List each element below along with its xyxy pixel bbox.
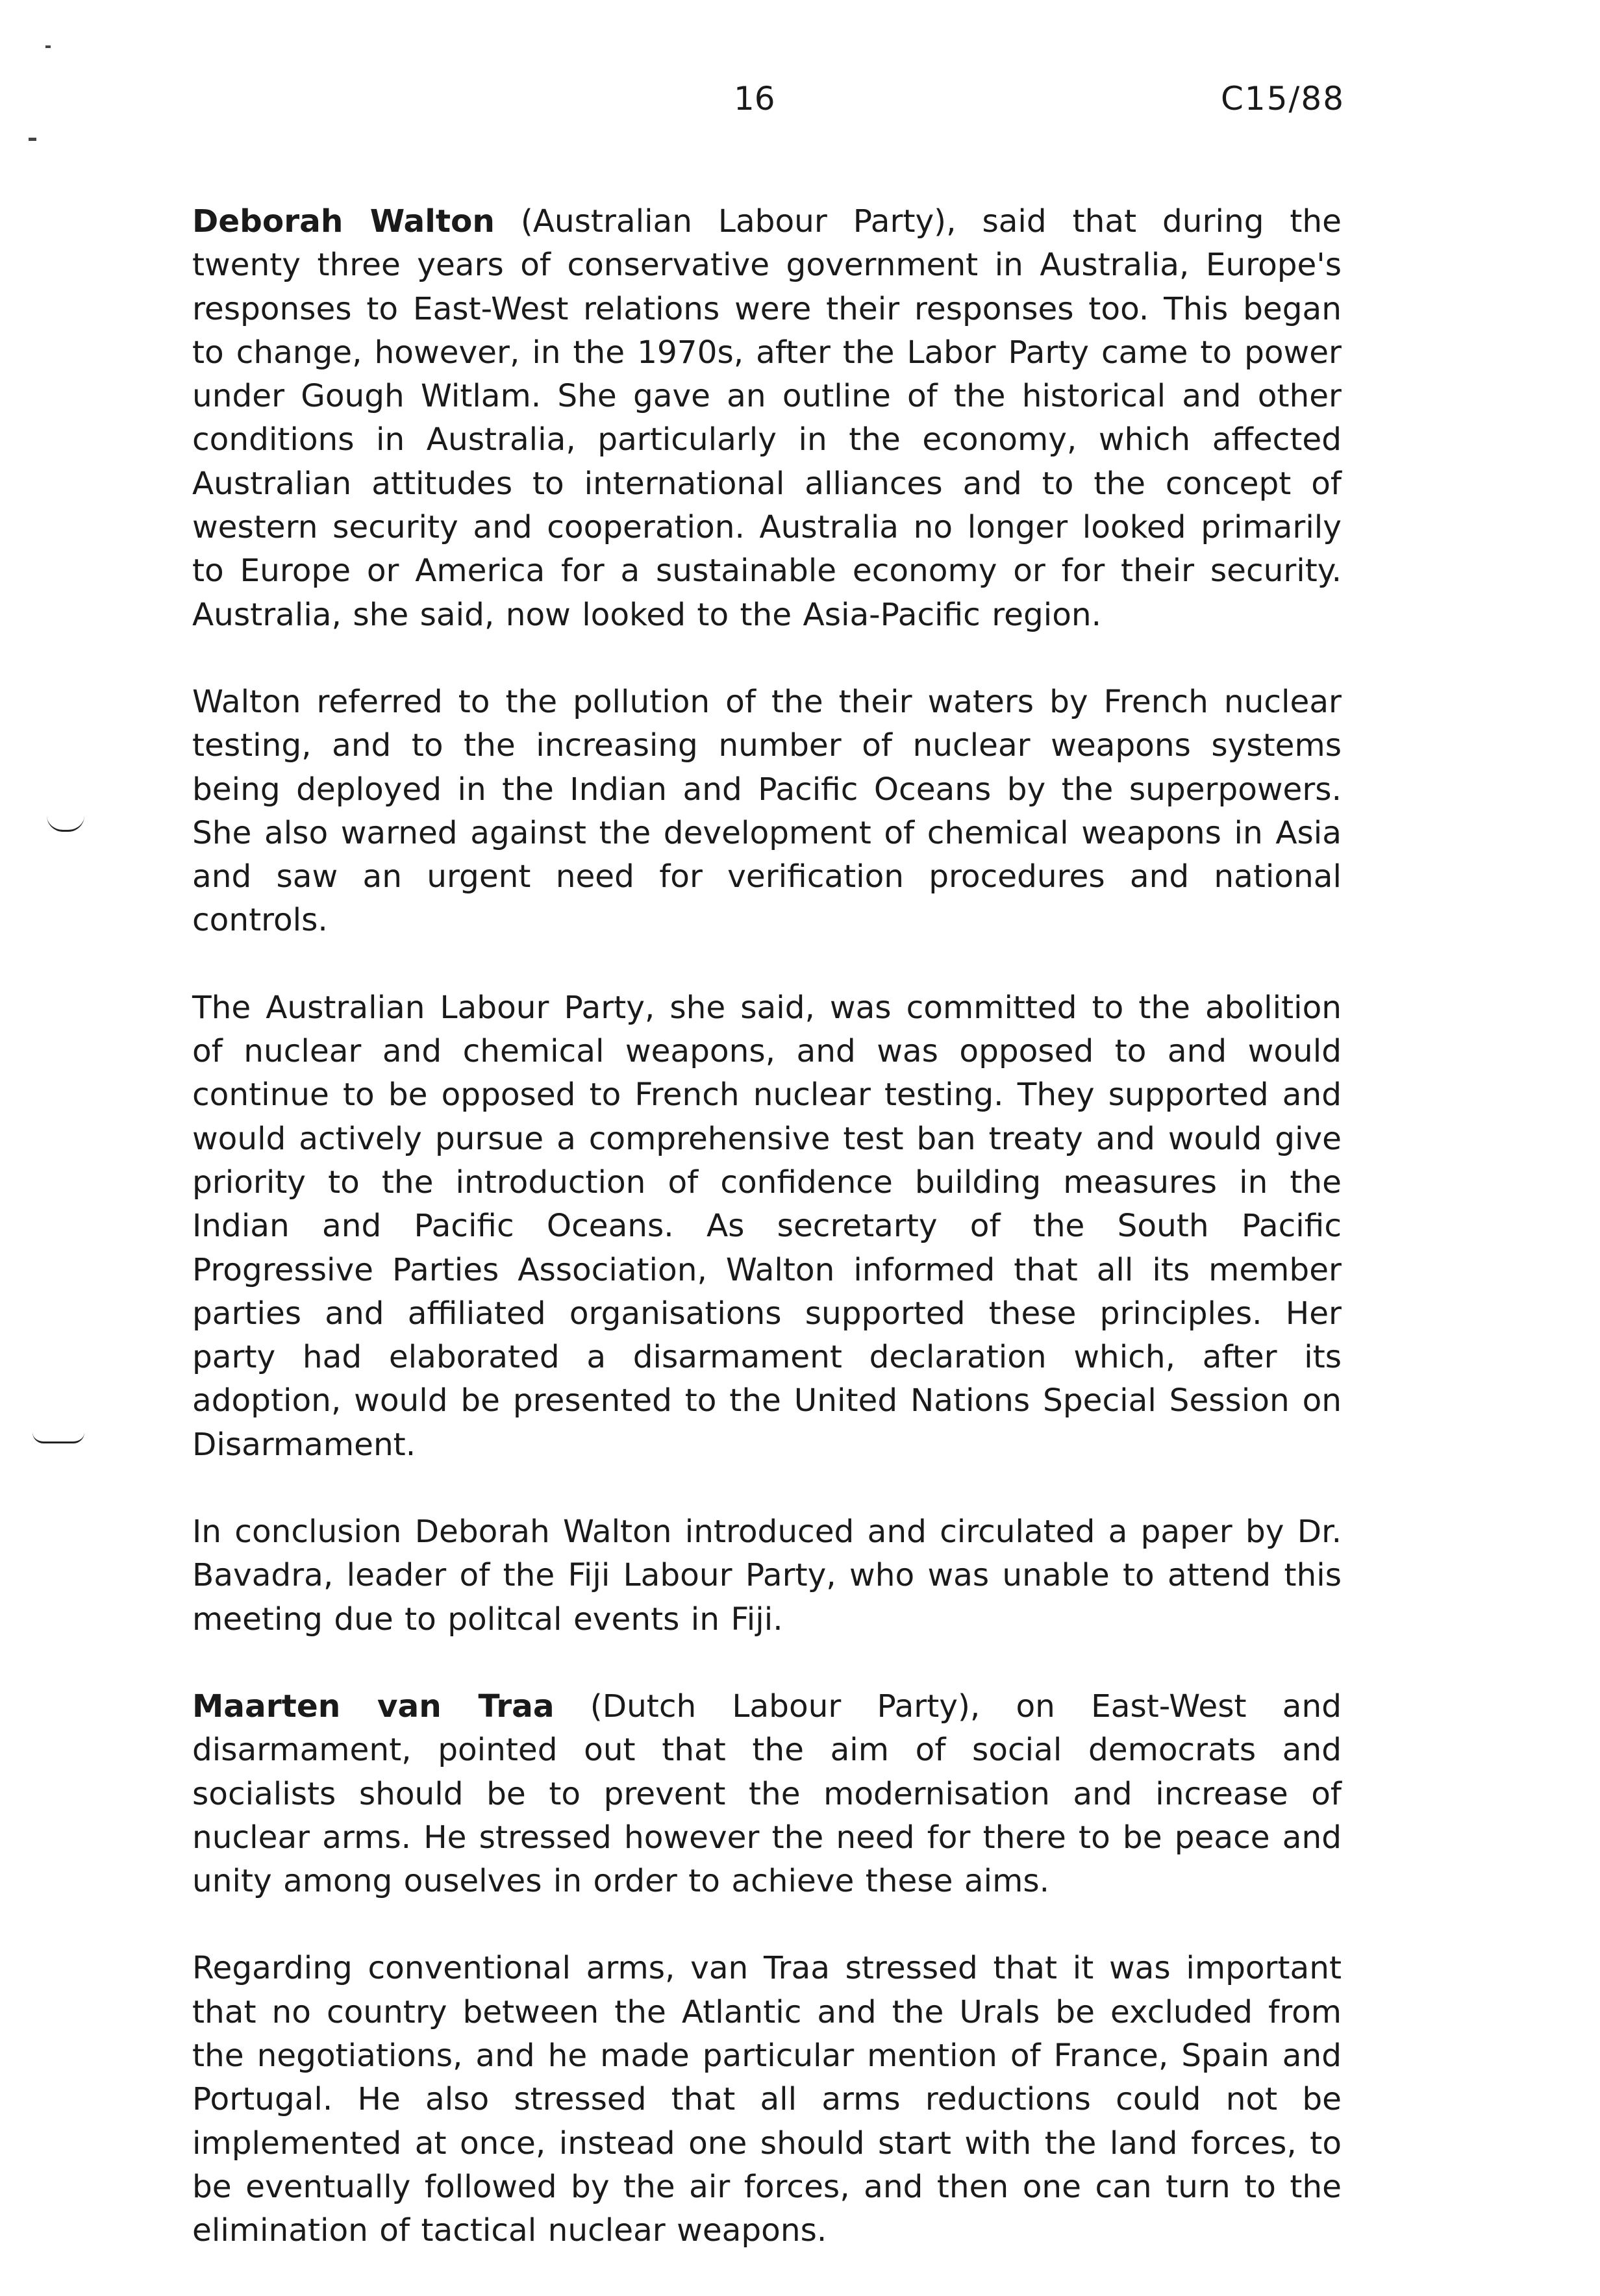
document-reference: C15/88 (1221, 80, 1345, 118)
speaker-name: Deborah Walton (192, 203, 495, 240)
paragraph-text: In conclusion Deborah Walton introduced and circulated a paper by Dr. Bavadra, leader of the Fiji Labour Party, who was unable to attend this meeting due to politcal events in Fiji. (192, 1514, 1342, 1638)
paragraph-text: Walton referred to the pollution of the their waters by French nuclear testing, and to the increasing number of nuclear weapons systems being deployed in the Indian and Pacific Oceans by the superpowers. She also warned against the development of chemical weapons in Asia and saw an urgent need for verification procedures and national controls. (192, 683, 1342, 939)
margin-pencil-mark (32, 1432, 84, 1443)
scan-speck (45, 45, 51, 48)
paragraph-text: (Australian Labour Party), said that during the twenty three years of conservative government in Australia, Europe's responses to East-West relations were their responses too. This began to change, however, in the 1970s, after the Labor Party came to power under Gough Witlam. She gave an outline of the historical and other conditions in Australia, particularly in the economy, which affected Australian attitudes to international alliances and to the concept of western security and cooperation. Australia no longer looked primarily to Europe or America for a sustainable economy or for their security. Australia, she said, now looked to the Asia-Pacific region. (192, 203, 1342, 633)
page-header (0, 73, 1600, 125)
paragraph-van-traa-intro (192, 1685, 1342, 1903)
page-number: 16 (734, 80, 775, 118)
margin-pencil-mark (47, 816, 84, 832)
paragraph-text: Regarding conventional arms, van Traa stressed that it was important that no country between the Atlantic and the Urals be excluded from the negotiations, and he made particular mention of France, Spain and Portugal. He also stressed that all arms reductions could not be implemented at once, instead one should start with the land forces, to be eventually followed by the air forces, and then one can turn to the elimination of tactical nuclear weapons. (192, 1950, 1342, 2249)
paragraph-van-traa-conventional-arms (192, 1947, 1342, 2252)
paragraph-walton-pollution (192, 680, 1342, 943)
paragraph-walton-conclusion (192, 1510, 1342, 1641)
scan-speck (29, 138, 36, 141)
paragraph-labour-party-commitment (192, 986, 1342, 1467)
paragraph-text: (Dutch Labour Party), on East-West and disarmament, pointed out that the aim of social democrats and socialists should be to prevent the modernisation and increase of nuclear arms. He stressed however the need for there to be peace and unity among ouselves in order to achieve these aims. (192, 1688, 1342, 1900)
document-body (192, 200, 1342, 2296)
paragraph-text: The Australian Labour Party, she said, was committed to the abolition of nuclear and chemical weapons, and was opposed to and would continue to be opposed to French nuclear testing. They supported and would actively pursue a comprehensive test ban treaty and would give priority to the introduction of confidence building measures in the Indian and Pacific Oceans. As secretarty of the South Pacific Progressive Parties Association, Walton informed that all its member parties and affiliated organisations supported these principles. Her party had elaborated a disarmament declaration which, after its adoption, would be presented to the United Nations Special Session on Disarmament. (192, 989, 1342, 1463)
paragraph-walton-intro (192, 200, 1342, 637)
speaker-name: Maarten van Traa (192, 1688, 555, 1725)
